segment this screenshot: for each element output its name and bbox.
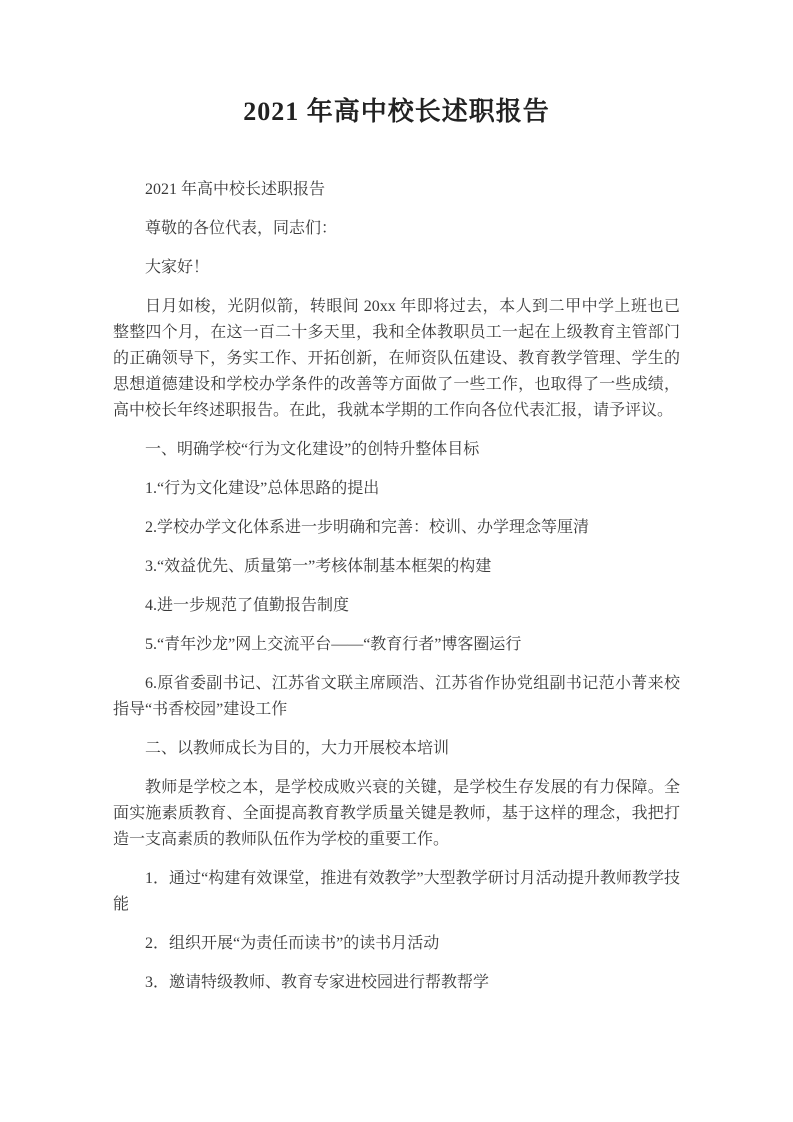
paragraph: 3．邀请特级教师、教育专家进校园进行帮教帮学 [145, 974, 490, 991]
paragraph: 2.学校办学文化体系进一步明确和完善：校训、办学理念等厘清 [145, 519, 590, 536]
paragraph: 3.“效益优先、质量第一”考核体制基本框架的构建 [145, 558, 492, 575]
document-body [113, 177, 680, 996]
paragraph: 4.进一步规范了值勤报告制度 [145, 597, 350, 614]
paragraph: 1.“行为文化建设”总体思路的提出 [145, 480, 380, 497]
paragraph: 日月如梭，光阴似箭，转眼间 20xx 年即将过去，本人到二甲中学上班也已整整四个月，在这一百二十多天里，我和全体教职员工一起在上级教育主管部门的正确领导下，务实工作、开拓创新，在师资队伍建设、教育教学管理、学生的思想道德建设和学校办学条件的改善等方面做了一些工作，也取得了一些成绩，高中校长年终述职报告。在此，我就本学期的工作向各位代表汇报，请予评议。 [113, 298, 680, 419]
paragraph: 2021 年高中校长述职报告 [145, 181, 326, 198]
paragraph: 6.原省委副书记、江苏省文联主席顾浩、江苏省作协党组副书记范小菁来校指导“书香校园”建设工作 [113, 675, 680, 718]
paragraph: 1．通过“构建有效课堂，推进有效教学”大型教学研讨月活动提升教师教学技能 [113, 870, 680, 913]
paragraph: 尊敬的各位代表，同志们： [145, 220, 338, 237]
paragraph: 2．组织开展“为责任而读书”的读书月活动 [145, 935, 440, 952]
document-title: 2021 年高中校长述职报告 [243, 97, 550, 126]
paragraph: 5.“青年沙龙”网上交流平台——“教育行者”博客圈运行 [145, 636, 522, 653]
paragraph: 大家好！ [145, 259, 210, 276]
paragraph: 二、以教师成长为目的，大力开展校本培训 [145, 740, 450, 757]
paragraph: 教师是学校之本，是学校成败兴衰的关键，是学校生存发展的有力保障。全面实施素质教育、全面提高教育教学质量关键是教师，基于这样的理念，我把打造一支高素质的教师队伍作为学校的重要工作。 [113, 779, 680, 848]
paragraph: 一、明确学校“行为文化建设”的创特升整体目标 [145, 441, 480, 458]
